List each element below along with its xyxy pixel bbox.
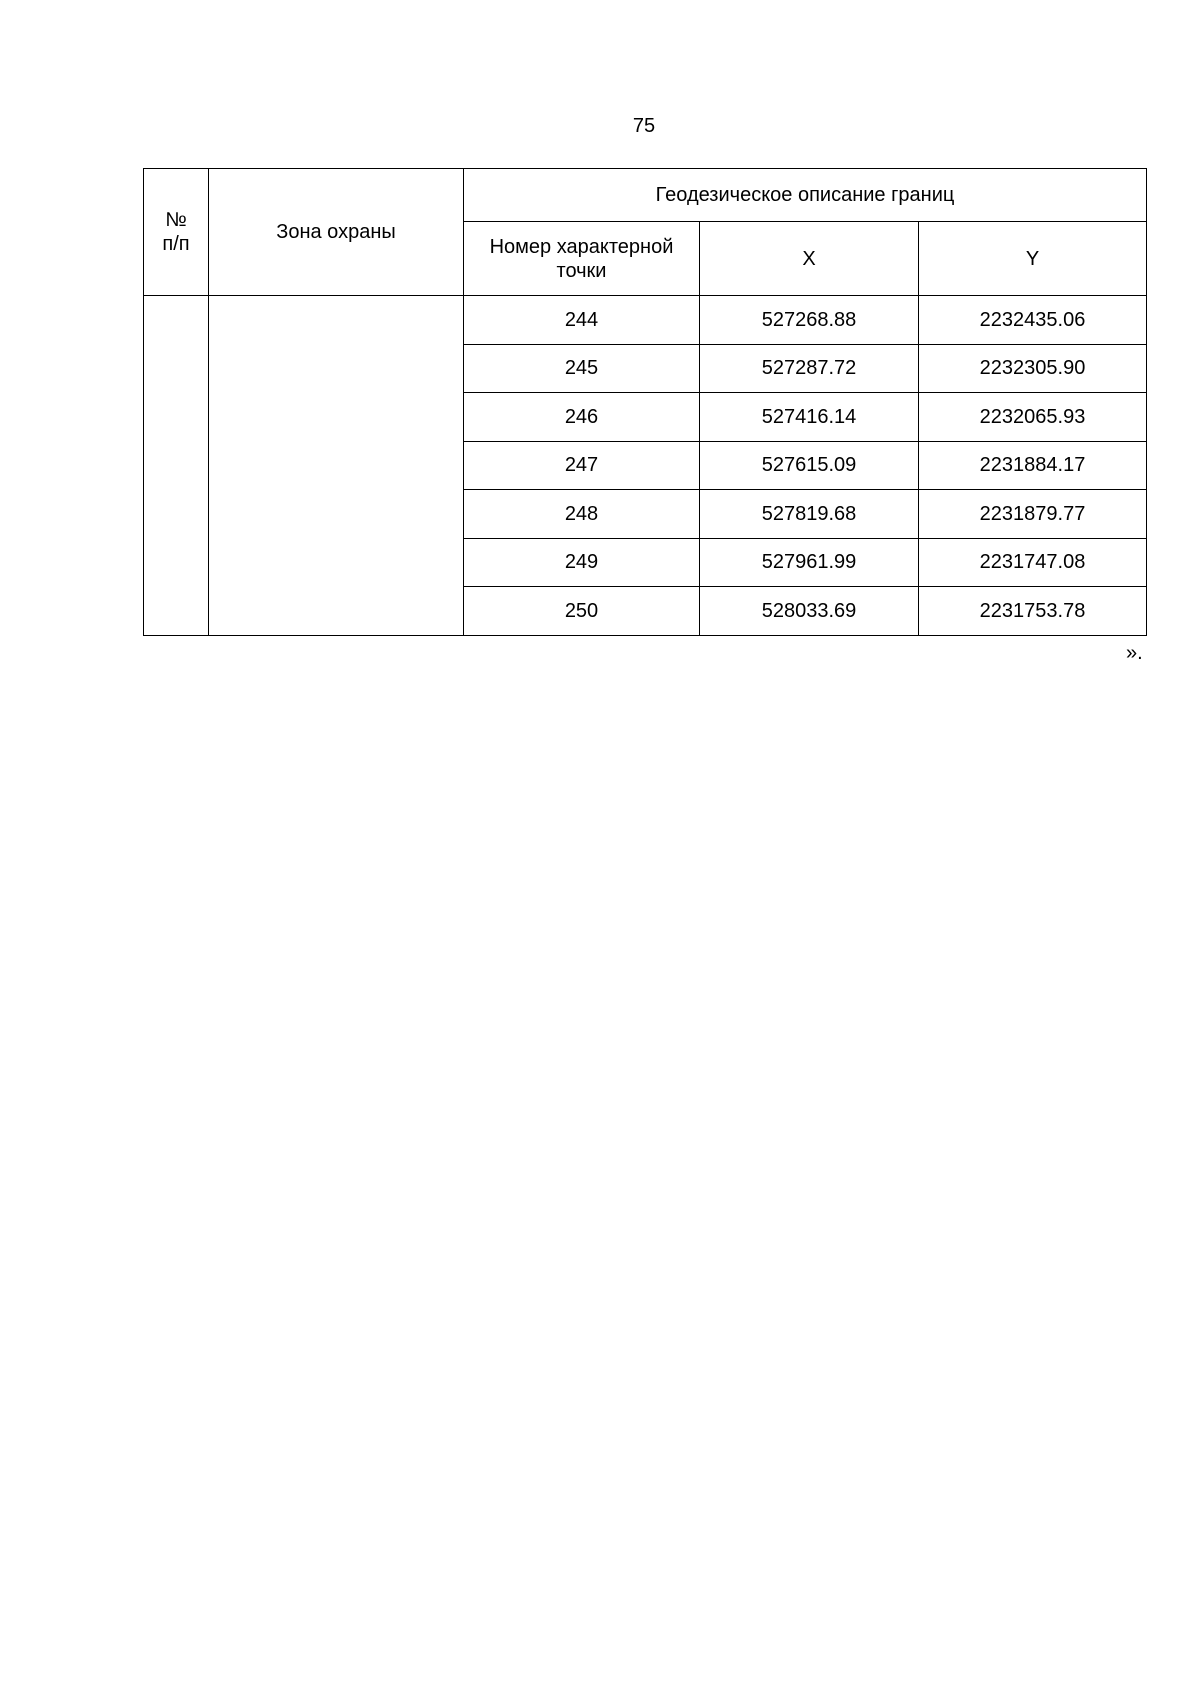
geodetic-boundary-table xyxy=(143,168,1147,636)
cell-point: 249 xyxy=(464,538,700,587)
cell-y: 2231884.17 xyxy=(919,441,1147,490)
cell-x: 527819.68 xyxy=(700,490,919,539)
cell-point: 250 xyxy=(464,587,700,636)
cell-x: 527268.88 xyxy=(700,296,919,345)
cell-y: 2231879.77 xyxy=(919,490,1147,539)
column-group-header-geodetic: Геодезическое описание границ xyxy=(464,169,1147,222)
table-header-row-1 xyxy=(144,169,1147,222)
cell-y: 2232435.06 xyxy=(919,296,1147,345)
column-header-point-line1: Номер характерной xyxy=(489,235,674,258)
cell-point: 245 xyxy=(464,344,700,393)
closing-quote-mark: ». xyxy=(1126,642,1143,664)
column-header-point-line2: точки xyxy=(556,259,607,282)
cell-y: 2232305.90 xyxy=(919,344,1147,393)
cell-x: 527615.09 xyxy=(700,441,919,490)
cell-x: 527287.72 xyxy=(700,344,919,393)
column-header-zone: Зона охраны xyxy=(209,169,464,296)
column-header-number xyxy=(144,169,209,296)
cell-point: 248 xyxy=(464,490,700,539)
cell-zone-empty xyxy=(209,296,464,636)
column-header-number-symbol: № xyxy=(165,209,187,231)
cell-point: 246 xyxy=(464,393,700,442)
cell-y: 2232065.93 xyxy=(919,393,1147,442)
cell-x: 527416.14 xyxy=(700,393,919,442)
cell-point: 247 xyxy=(464,441,700,490)
column-header-point xyxy=(464,222,700,296)
cell-y: 2231753.78 xyxy=(919,587,1147,636)
page-number: 75 xyxy=(632,115,656,137)
table-row xyxy=(144,296,1147,345)
cell-x: 528033.69 xyxy=(700,587,919,636)
column-header-number-abbr: п/п xyxy=(162,233,190,255)
cell-y: 2231747.08 xyxy=(919,538,1147,587)
cell-x: 527961.99 xyxy=(700,538,919,587)
column-header-y: Y xyxy=(919,222,1147,296)
column-header-x: X xyxy=(700,222,919,296)
cell-point: 244 xyxy=(464,296,700,345)
cell-number-empty xyxy=(144,296,209,636)
